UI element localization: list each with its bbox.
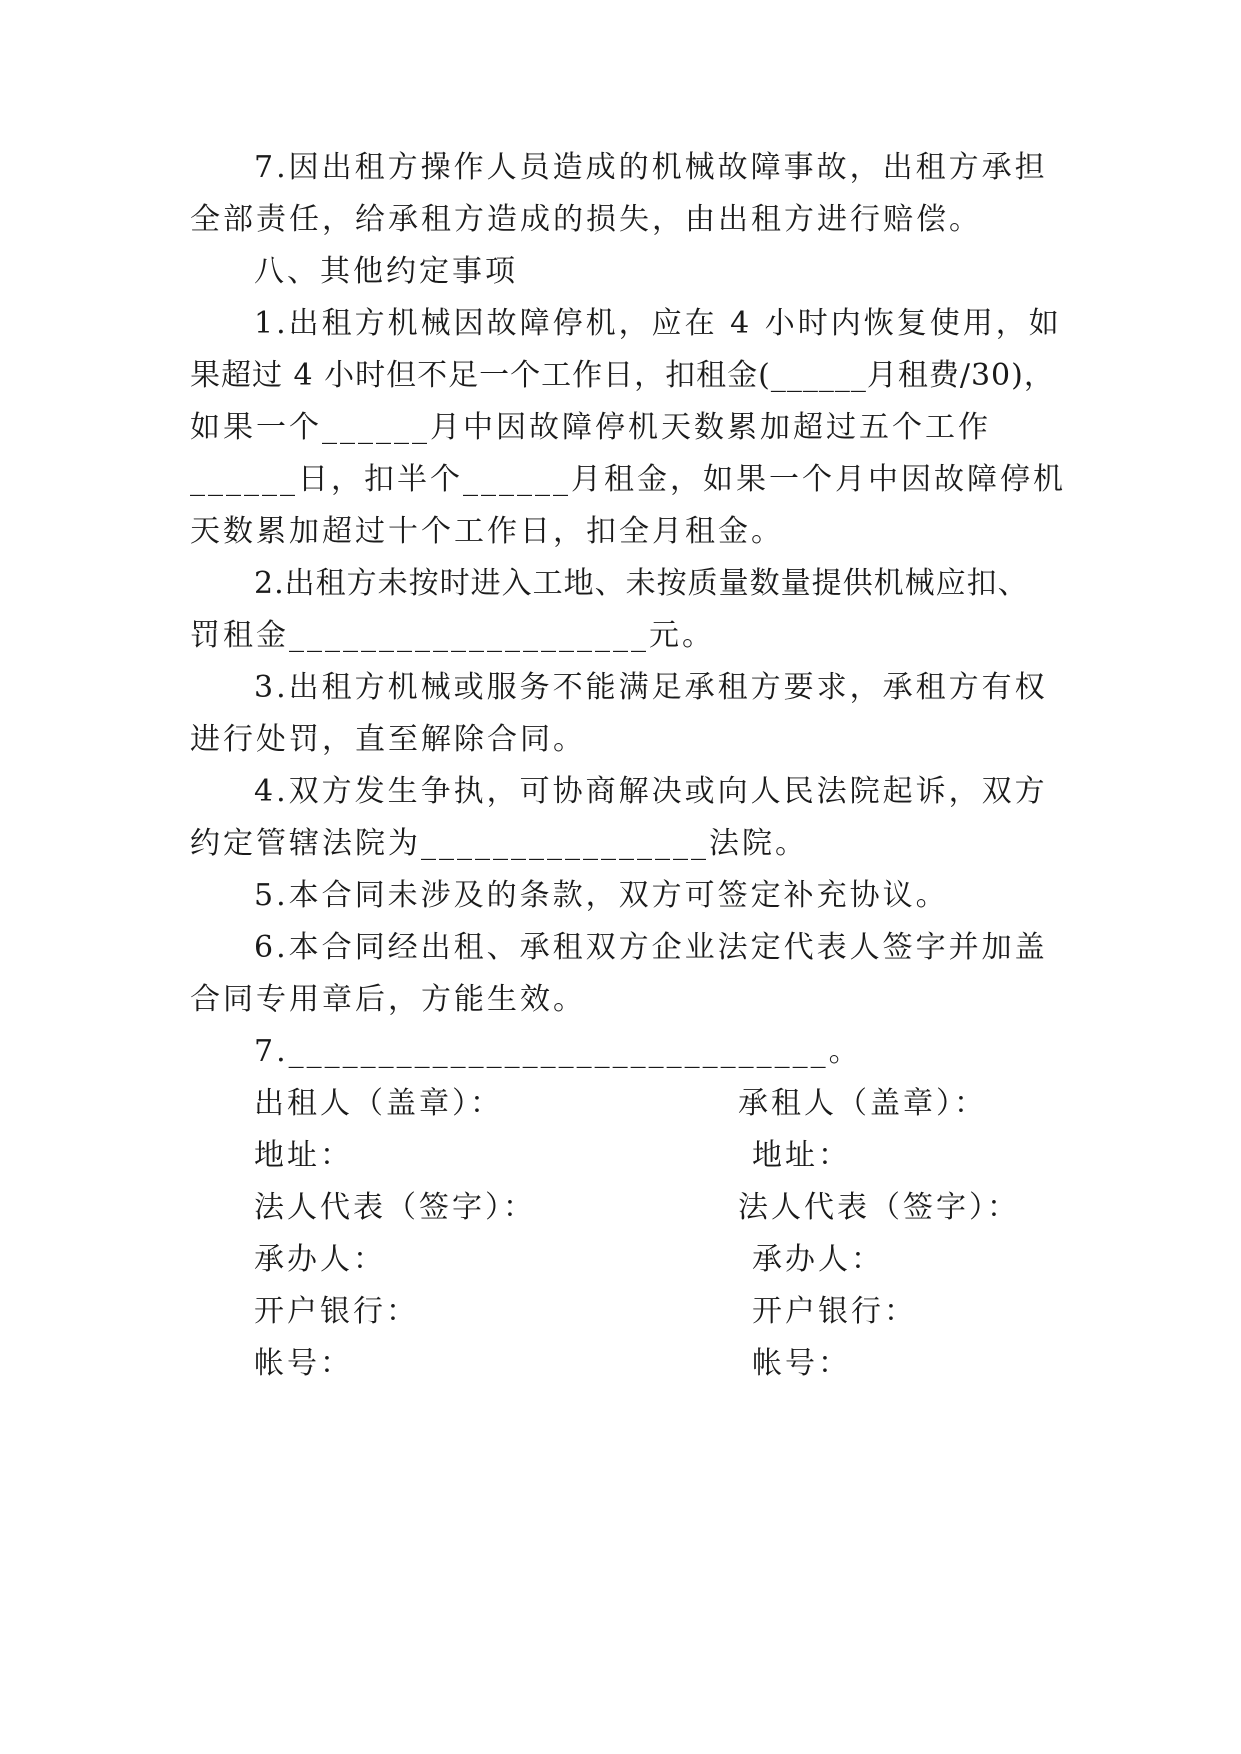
paragraph-line: 7.因出租方操作人员造成的机械故障事故，出租方承担 [254, 150, 1048, 185]
paragraph-line: 合同专用章后，方能生效。 [190, 982, 586, 1017]
paragraph-line: 4.双方发生争执，可协商解决或向人民法院起诉，双方 [254, 774, 1048, 809]
lessee-account-label: 帐号： [752, 1346, 851, 1381]
lessee-bank-label: 开户银行： [752, 1294, 917, 1329]
lessor-seal-label: 出租人（盖章）： [254, 1086, 503, 1121]
paragraph-line: 6.本合同经出租、承租双方企业法定代表人签字并加盖 [254, 930, 1048, 965]
lessee-address-label: 地址： [752, 1138, 851, 1173]
lessee-seal-label: 承租人（盖章）： [738, 1086, 987, 1121]
paragraph-line: 天数累加超过十个工作日，扣全月租金。 [190, 514, 784, 549]
lessor-account-label: 帐号： [254, 1346, 353, 1381]
paragraph-line: 进行处罚，直至解除合同。 [190, 722, 586, 757]
paragraph-line: 2.出租方未按时进入工地、未按质量数量提供机械应扣、 [254, 566, 1029, 601]
paragraph-line: ______日，扣半个______月租金，如果一个月中因故障停机 [190, 462, 1066, 497]
lessor-legal-rep-label: 法人代表（签字）： [254, 1190, 536, 1225]
paragraph-line: 7.______________________________。 [254, 1034, 862, 1069]
lessee-handler-label: 承办人： [752, 1242, 884, 1277]
lessee-legal-rep-label: 法人代表（签字）： [738, 1190, 1020, 1225]
paragraph-line: 3.出租方机械或服务不能满足承租方要求，承租方有权 [254, 670, 1048, 705]
lessor-bank-label: 开户银行： [254, 1294, 419, 1329]
lessor-address-label: 地址： [254, 1138, 353, 1173]
paragraph-line: 罚租金____________________元。 [190, 618, 715, 653]
paragraph-line: 1.出租方机械因故障停机，应在 4 小时内恢复使用，如 [254, 306, 1062, 341]
paragraph-line: 果超过 4 小时但不足一个工作日，扣租金(______月租费/30)， [190, 358, 1055, 393]
section-heading: 八、其他约定事项 [254, 254, 518, 289]
paragraph-line: 如果一个______月中因故障停机天数累加超过五个工作 [190, 410, 991, 445]
paragraph-line: 全部责任，给承租方造成的损失，由出租方进行赔偿。 [190, 202, 982, 237]
lessor-handler-label: 承办人： [254, 1242, 386, 1277]
paragraph-line: 约定管辖法院为________________法院。 [190, 826, 808, 861]
paragraph-line: 5.本合同未涉及的条款，双方可签定补充协议。 [254, 878, 949, 913]
